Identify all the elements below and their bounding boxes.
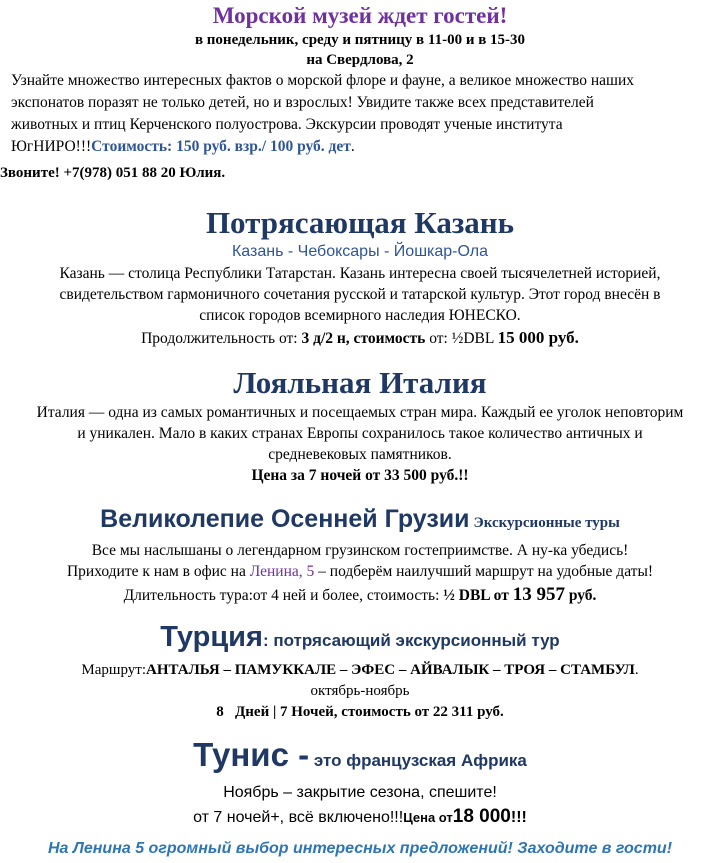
museum-section: [0, 2, 720, 70]
museum-desc-line-2: экспонатов поразят не только детей, но и взрослых! Увидите также всех представителей: [11, 94, 594, 111]
georgia-price-unit: руб.: [564, 587, 597, 604]
turkey-section: [0, 620, 720, 723]
turkey-months: октябрь-ноябрь: [310, 683, 410, 699]
tunisia-price-label: Цена от: [403, 810, 453, 825]
turkey-heading: [0, 620, 720, 659]
italy-desc-line-2: и уникален. Мало в каких странах Европы сохранилось такое количество античных и: [77, 425, 643, 442]
georgia-desc-2a: Приходите к нам в офис на: [66, 563, 250, 580]
turkey-subtitle: : потрясающий экскурсионный тур: [262, 631, 560, 650]
italy-desc-line-1: Италия — одна из самых романтичных и посещаемых стран мира. Каждый ее уголок неповторим: [36, 404, 684, 421]
italy-desc-line-3: средневековых памятников.: [268, 446, 452, 463]
museum-desc-line-1: Узнайте множество интересных фактов о морской флоре и фауне, а великое множество наших: [11, 72, 635, 89]
kazan-duration: [0, 326, 720, 350]
turkey-title: Турция: [160, 621, 263, 653]
georgia-dbl: ½ DBL от: [443, 587, 513, 604]
kazan-section: [0, 205, 720, 350]
turkey-route-end: .: [634, 662, 639, 678]
museum-desc-tail: ЮгНИРО!!!: [11, 138, 92, 155]
museum-price-end: .: [350, 138, 355, 155]
museum-phone: Звоните! +7(978) 051 88 20 Юлия.: [0, 165, 226, 181]
tunisia-line-2: [0, 804, 720, 831]
tunisia-section: [0, 735, 720, 831]
footer-offer: огромный выбор интересных предложений! Заходите в гости!: [148, 840, 673, 857]
kazan-duration-value: 3 д/2 н, стоимость: [301, 330, 426, 347]
tunisia-price: 18 000: [452, 806, 511, 827]
georgia-heading: [0, 502, 720, 540]
georgia-desc-line-2: [0, 561, 720, 582]
museum-title: Морской музей ждет гостей!: [212, 3, 508, 28]
kazan-price: 15 000 руб.: [497, 328, 579, 347]
footer-address: На Ленина 5: [47, 840, 149, 857]
turkey-route: АНТАЛЬЯ – ПАМУККАЛЕ – ЭФЕС – АЙВАЛЫК – ТРОЯ – СТАМБУЛ: [146, 662, 635, 678]
georgia-price: 13 957: [512, 584, 565, 605]
kazan-route: Казань - Чебоксары - Йошкар-Ола: [231, 243, 488, 260]
turkey-route-label: Маршрут:: [81, 662, 146, 678]
kazan-title: Потрясающая Казань: [205, 205, 515, 240]
turkey-route-line: [0, 659, 720, 681]
georgia-desc-2b: – подберём наилучший маршрут на удобные даты!: [314, 563, 654, 580]
museum-description: [11, 70, 716, 158]
italy-title: Лояльная Италия: [233, 365, 487, 400]
georgia-section: [0, 502, 720, 609]
georgia-address-link[interactable]: Ленина, 5: [249, 563, 315, 580]
kazan-desc-line-2: свидетельством гармоничного сочетания русской и татарской культур. Этот город внесён в: [59, 286, 661, 303]
georgia-duration: [0, 582, 720, 609]
georgia-subtitle: Экскурсионные туры: [473, 515, 620, 531]
tunisia-line-2a: от 7 ночей+, всё включено!!!: [193, 809, 404, 826]
museum-address: на Свердлова, 2: [306, 52, 414, 68]
museum-schedule: в понедельник, среду и пятницу в 11-00 и в 15-30: [194, 32, 526, 48]
tunisia-line-1: Ноябрь – закрытие сезона, спешите!: [223, 784, 497, 801]
georgia-duration-label: Длительность тура:от 4 ней и более, стоимость:: [123, 587, 444, 604]
museum-desc-line-4: [11, 136, 716, 158]
tunisia-heading: [0, 735, 720, 782]
italy-price: Цена за 7 ночей от 33 500 руб.!!: [251, 467, 469, 484]
tunisia-title: Тунис -: [193, 736, 310, 773]
kazan-duration-dbl: от: ½DBL: [425, 330, 498, 347]
kazan-desc-line-1: Казань — столица Республики Татарстан. Казань интересна своей тысячелетней историей,: [59, 265, 661, 282]
footer-note: [0, 838, 720, 860]
tunisia-price-exclaim: !!!: [510, 809, 527, 826]
georgia-desc-line-1: Все мы наслышаны о легендарном грузинском гостеприимстве. А ну-ка убедись!: [91, 542, 629, 559]
kazan-desc-line-3: список городов всемирного наследия ЮНЕСКО.: [199, 307, 521, 324]
tunisia-subtitle: это французская Африка: [309, 751, 527, 770]
turkey-price: 8 Дней | 7 Ночей, стоимость от 22 311 руб.: [216, 704, 504, 720]
museum-price: Стоимость: 150 руб. взр./ 100 руб. дет: [91, 138, 351, 155]
georgia-title: Великолепие Осенней Грузии: [100, 505, 470, 533]
italy-section: [0, 364, 720, 486]
kazan-duration-label: Продолжительность от:: [141, 330, 302, 347]
museum-desc-line-3: животных и птиц Керченского полуострова. Экскурсии проводят ученые института: [11, 116, 563, 133]
